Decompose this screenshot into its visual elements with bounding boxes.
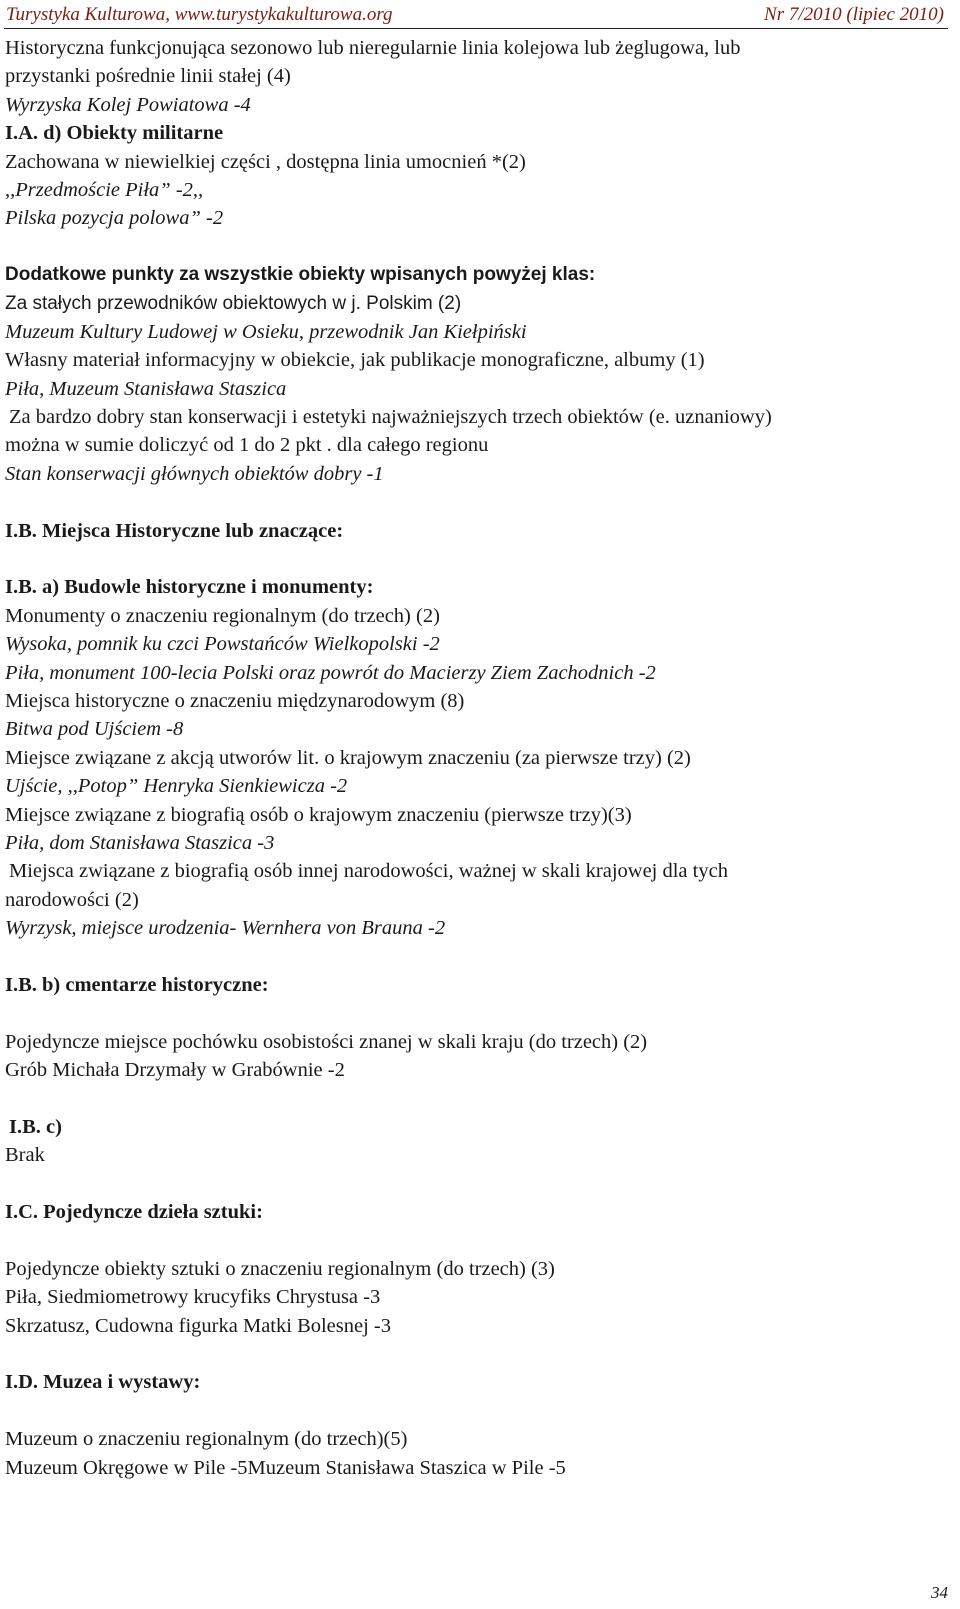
text-line: Miejsca związane z biografią osób innej narodowości, ważnej w skali krajowej dla tych [9,860,728,883]
text-line: Piła, dom Stanisława Staszica -3 [5,831,275,854]
document-body [5,34,950,1482]
running-header [4,4,948,29]
text-line: Wyrzysk, miejsce urodzenia- Wernhera von Brauna -2 [5,917,446,940]
text-line: Za bardzo dobry stan konserwacji i estetyki najważniejszych trzech obiektów (e. uznaniowy) [9,406,772,429]
text-line: ,,Przedmoście Piła” -2,, [5,178,204,201]
text-line: Skrzatusz, Cudowna figurka Matki Bolesnej -3 [5,1314,392,1337]
text-line: Piła, Siedmiometrowy krucyfiks Chrystusa -3 [5,1286,381,1309]
text-line: Muzeum Kultury Ludowej w Osieku, przewodnik Jan Kiełpiński [5,320,527,343]
text-line: można w sumie doliczyć od 1 do 2 pkt . dla całego regionu [5,434,489,457]
text-line: Bitwa pod Ujściem -8 [5,718,184,741]
text-line: Piła, monument 100-lecia Polski oraz powrót do Macierzy Ziem Zachodnich -2 [5,661,656,684]
text-line: Muzeum o znaczeniu regionalnym (do trzech)(5) [5,1428,408,1451]
text-line: Pojedyncze miejsce pochówku osobistości znanej w skali kraju (do trzech) (2) [5,1030,648,1053]
section-heading: Dodatkowe punkty za wszystkie obiekty wpisanych powyżej klas: [5,264,596,286]
section-heading: I.C. Pojedyncze dzieła sztuki: [5,1201,263,1224]
text-line: Stan konserwacji głównych obiektów dobry -1 [5,462,384,485]
header-issue: Nr 7/2010 (lipiec 2010) [764,4,944,25]
text-line: Pilska pozycja polowa” -2 [5,207,224,230]
section-heading: I.D. Muzea i wystawy: [5,1371,201,1394]
text-line: Historyczna funkcjonująca sezonowo lub nieregularnie linia kolejowa lub żeglugowa, lub [5,37,741,59]
text-line: Zachowana w niewielkiej części , dostępna linia umocnień *(2) [5,150,526,173]
text-line: Pojedyncze obiekty sztuki o znaczeniu regionalnym (do trzech) (3) [5,1257,555,1280]
text-line: Brak [5,1144,45,1167]
text-line: narodowości (2) [5,888,139,911]
header-site: Turystyka Kulturowa, www.turystykakulturowa.org [6,4,393,25]
text-line: przystanki pośrednie linii stałej (4) [5,65,291,88]
text-line: Miejsce związane z akcją utworów lit. o krajowym znaczeniu (za pierwsze trzy) (2) [5,746,691,769]
section-heading: I.A. d) Obiekty militarne [5,122,224,145]
section-heading: I.B. b) cmentarze historyczne: [5,973,269,996]
page-number: 34 [931,1583,948,1602]
text-line: Piła, Muzeum Stanisława Staszica [5,377,287,400]
text-line: Muzeum Okręgowe w Pile -5Muzeum Stanisława Staszica w Pile -5 [5,1456,566,1479]
section-heading: I.B. a) Budowle historyczne i monumenty: [5,576,374,599]
text-line: Wysoka, pomnik ku czci Powstańców Wielkopolski -2 [5,633,440,656]
text-line: Miejsce związane z biografią osób o krajowym znaczeniu (pierwsze trzy)(3) [5,803,632,826]
text-line: Własny materiał informacyjny w obiekcie, jak publikacje monograficzne, albumy (1) [5,349,705,372]
text-line: Za stałych przewodników obiektowych w j. Polskim (2) [5,292,462,314]
text-line: Miejsca historyczne o znaczeniu międzynarodowym (8) [5,689,465,712]
section-heading: I.B. c) [9,1115,62,1138]
text-line: Wyrzyska Kolej Powiatowa -4 [5,93,251,116]
text-line: Ujście, ,,Potop” Henryka Sienkiewicza -2 [5,775,348,798]
text-line: Grób Michała Drzymały w Grabównie -2 [5,1059,345,1082]
text-line: Monumenty o znaczeniu regionalnym (do trzech) (2) [5,604,440,627]
section-heading: I.B. Miejsca Historyczne lub znaczące: [5,519,344,542]
